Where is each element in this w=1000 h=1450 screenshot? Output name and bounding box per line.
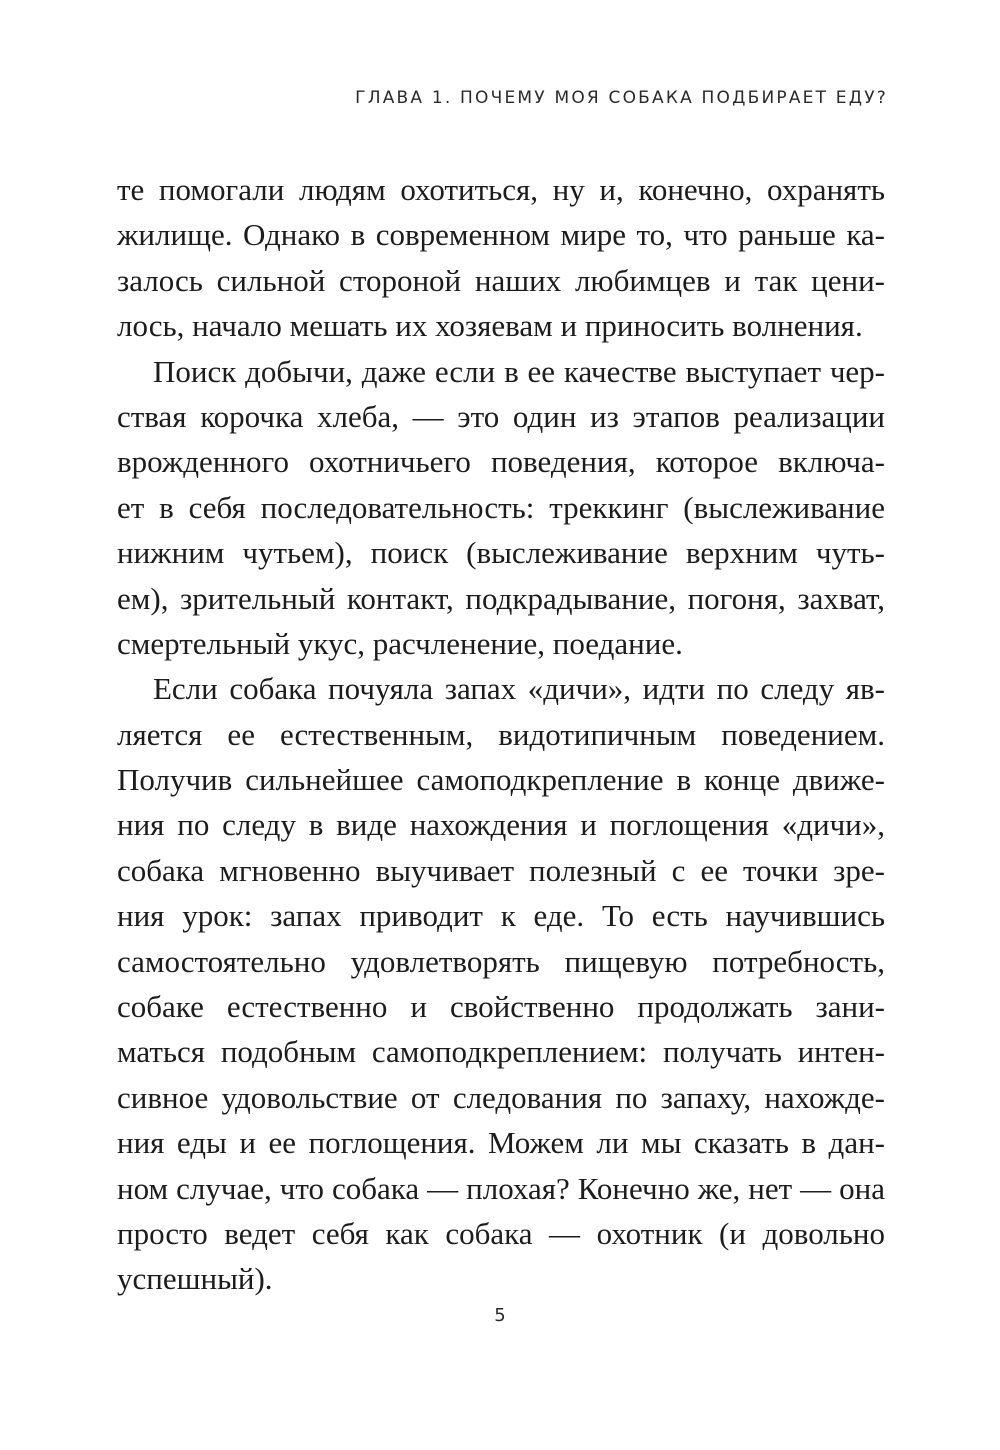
text-line: ном случае, что собака — плохая? Конечно же, нет — она — [117, 1170, 885, 1206]
text-line: залось сильной стороной наших любимцев и так цени- — [117, 262, 885, 298]
page-number: 5 — [494, 1305, 506, 1326]
text-line: ем), зрительный контакт, подкрадывание, погоня, захват, — [117, 580, 885, 616]
paragraph-first-line: Поиск добычи, даже если в ее качестве выступает чер- — [153, 353, 885, 389]
text-line: ния по следу в виде нахождения и поглощения «дичи», — [117, 807, 885, 843]
text-line: смертельный укус, расчленение, поедание. — [117, 625, 683, 661]
text-line: Получив сильнейшее самоподкрепление в конце движе- — [117, 762, 885, 798]
text-line: ляется ее естественным, видотипичным поведением. — [117, 716, 885, 752]
text-line: ствая корочка хлеба, — это один из этапов реализации — [117, 398, 885, 434]
text-line: лось, начало мешать их хозяевам и приносить волнения. — [117, 308, 863, 344]
text-line: собака мгновенно выучивает полезный с ее точки зре- — [117, 852, 885, 888]
text-line: самостоятельно удовлетворять пищевую потребность, — [117, 943, 885, 979]
text-line: успешный). — [117, 1261, 273, 1297]
text-line: жилище. Однако в современном мире то, что раньше ка- — [117, 217, 885, 253]
paragraph-first-line: Если собака почуяла запах «дичи», идти по следу яв- — [153, 671, 885, 707]
text-line: собаке естественно и свойственно продолжать зани- — [117, 989, 885, 1025]
text-line: сивное удовольствие от следования по запаху, нахожде- — [117, 1079, 885, 1115]
text-line: врожденного охотничьего поведения, которое включа- — [117, 444, 885, 480]
body-text — [117, 167, 885, 1302]
text-line: ния урок: запах приводит к еде. То есть научившись — [117, 898, 885, 934]
text-line: маться подобным самоподкреплением: получать интен- — [117, 1034, 885, 1070]
running-header: ГЛАВА 1. ПОЧЕМУ МОЯ СОБАКА ПОДБИРАЕТ ЕДУ? — [355, 88, 888, 108]
text-line: нижним чутьем), поиск (выслеживание верхним чуть- — [117, 535, 885, 571]
text-line: просто ведет себя как собака — охотник (и довольно — [117, 1215, 885, 1251]
text-line: ет в себя последовательность: треккинг (выслеживание — [117, 489, 885, 525]
text-line: ния еды и ее поглощения. Можем ли мы сказать в дан- — [117, 1125, 885, 1161]
text-line: те помогали людям охотиться, ну и, конечно, охранять — [117, 172, 885, 207]
